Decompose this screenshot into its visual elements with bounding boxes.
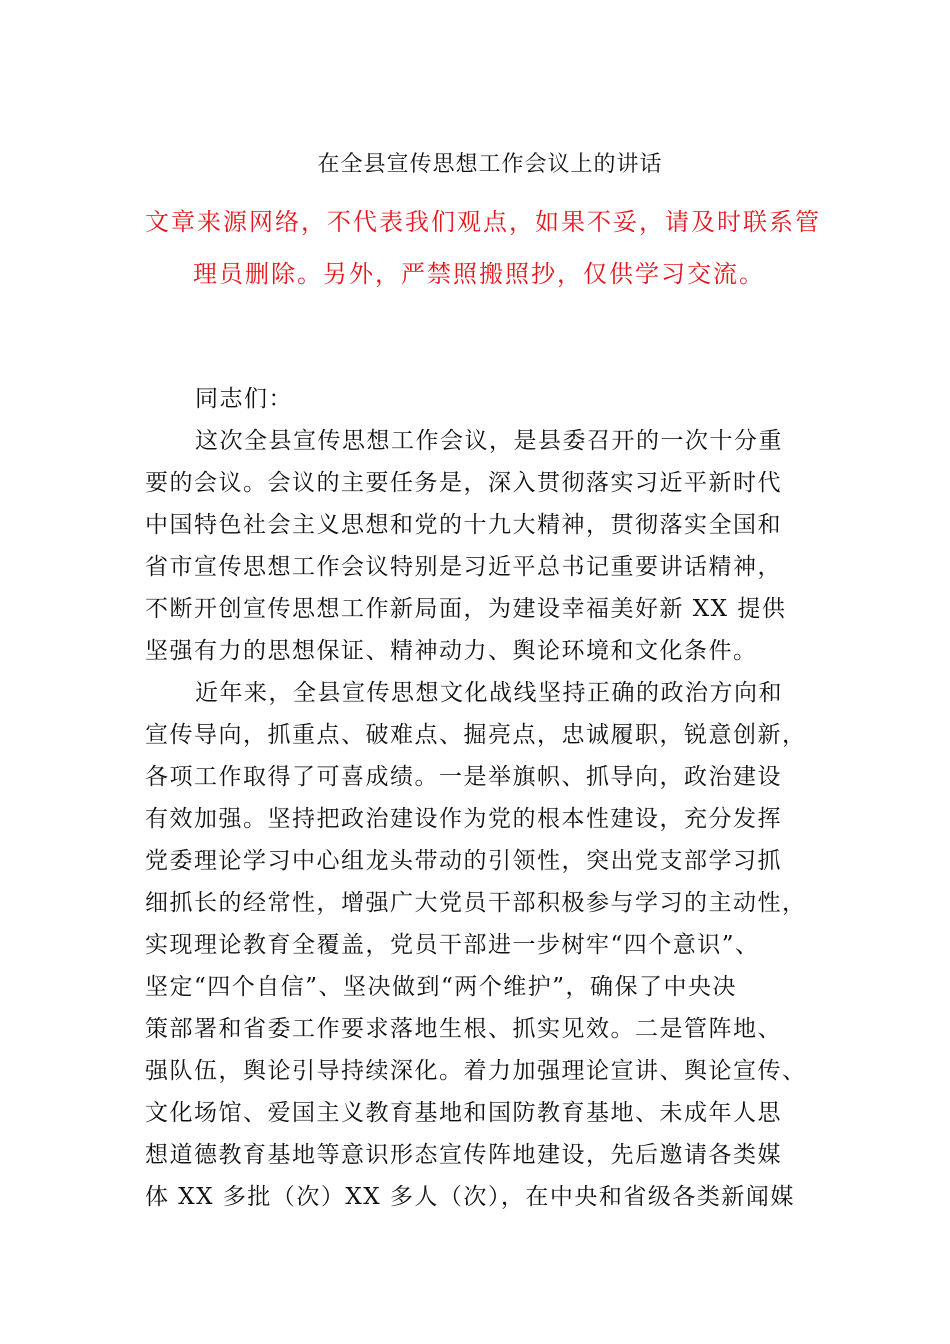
body-line: 有效加强。坚持把政治建设作为党的根本性建设，充分发挥 [145, 806, 782, 832]
body-line: 党委理论学习中心组龙头带动的引领性，突出党支部学习抓 [145, 848, 782, 874]
body-line: 宣传导向，抓重点、破难点、掘亮点，忠诚履职，锐意创新， [145, 722, 807, 748]
body-line: 想道德教育基地等意识形态宣传阵地建设，先后邀请各类媒 [145, 1142, 782, 1168]
body-line: 细抓长的经常性，增强广大党员干部积极参与学习的主动性， [145, 890, 807, 916]
body-line: 文化场馆、爱国主义教育基地和国防教育基地、未成年人思 [145, 1100, 782, 1126]
notice-line: 文章来源网络，不代表我们观点，如果不妥，请及时联系管 [145, 208, 821, 236]
disclaimer-notice [145, 196, 821, 300]
body-line: 省市宣传思想工作会议特别是习近平总书记重要讲话精神， [145, 554, 782, 580]
body-line: 各项工作取得了可喜成绩。一是举旗帜、抓导向，政治建设 [145, 764, 782, 790]
body-line: 坚定“四个自信”、坚决做到“两个维护”，确保了中央决 [145, 974, 738, 1000]
body-line: 中国特色社会主义思想和党的十九大精神，贯彻落实全国和 [145, 512, 782, 538]
notice-line: 理员删除。另外，严禁照搬照抄，仅供学习交流。 [193, 260, 765, 288]
body-line: 要的会议。会议的主要任务是，深入贯彻落实习近平新时代 [145, 470, 782, 496]
body-line: 体 XX 多批（次）XX 多人（次），在中央和省级各类新闻媒 [145, 1184, 795, 1210]
greeting: 同志们： [195, 386, 293, 412]
speech-body [145, 378, 825, 1218]
body-line: 实现理论教育全覆盖，党员干部进一步树牢“四个意识”、 [145, 932, 760, 958]
document-title: 在全县宣传思想工作会议上的讲话 [317, 152, 663, 177]
body-line: 这次全县宣传思想工作会议，是县委召开的一次十分重 [195, 428, 783, 454]
body-line: 策部署和省委工作要求落地生根、抓实见效。二是管阵地、 [145, 1016, 782, 1042]
body-line: 坚强有力的思想保证、精神动力、舆论环境和文化条件。 [145, 638, 758, 664]
body-line: 强队伍，舆论引导持续深化。着力加强理论宣讲、舆论宣传、 [145, 1058, 807, 1084]
body-line: 近年来，全县宣传思想文化战线坚持正确的政治方向和 [195, 680, 783, 706]
body-line: 不断开创宣传思想工作新局面，为建设幸福美好新 XX 提供 [145, 596, 787, 622]
